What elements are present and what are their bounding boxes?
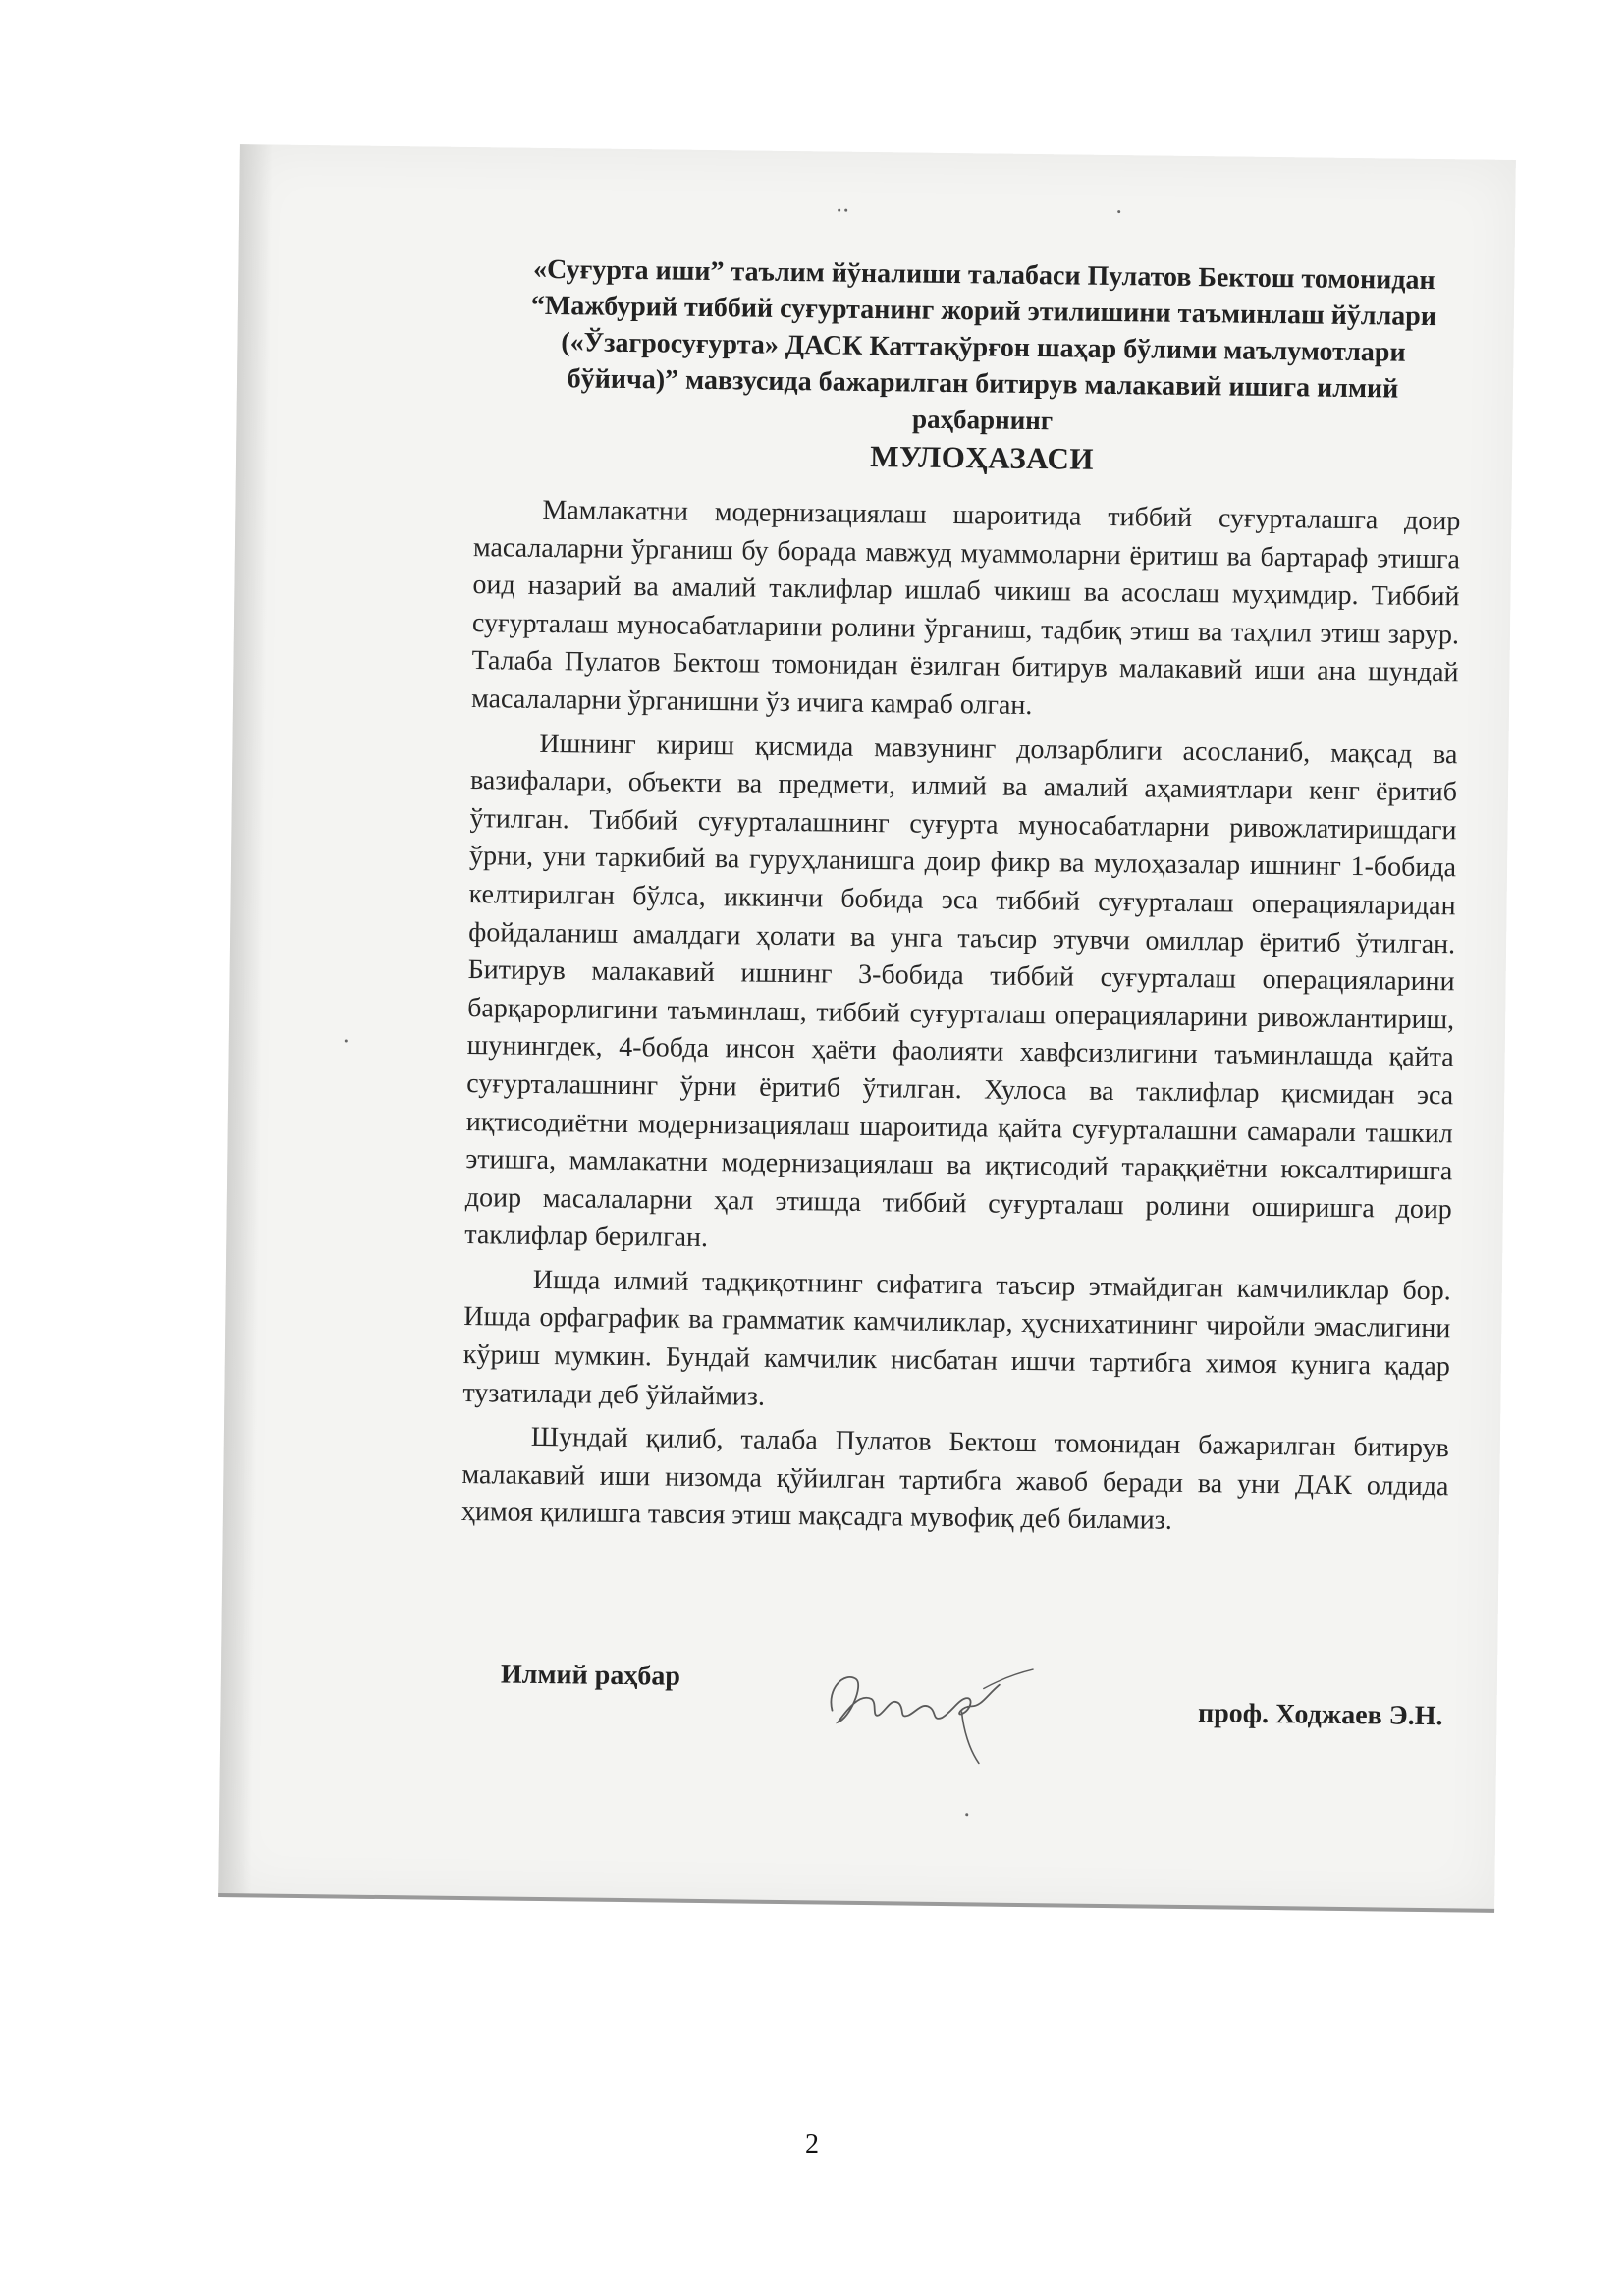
scan-speck bbox=[345, 1039, 348, 1042]
header-line: («Ўзагросуғурта» ДАСК Каттақўрғон шаҳар бўлими маълумотлари bbox=[561, 327, 1406, 368]
scan-speck bbox=[965, 1813, 968, 1816]
header-line: раҳбарнинг bbox=[911, 404, 1054, 436]
document-title: МУЛОҲАЗАСИ bbox=[869, 438, 1095, 476]
signatory-name: проф. Ходжаев Э.Н. bbox=[1197, 1698, 1443, 1732]
document-body bbox=[461, 491, 1461, 1544]
header-line: бўйича)” мавзусида бажарилган битирув малакавий ишига илмий bbox=[567, 363, 1399, 405]
body-paragraph: Ишнинг кириш қисмида мавзунинг долзарблиги асосланиб, мақсад ва вазифалари, объекти ва предмети, илмий ва амалий аҳамиятлари кенг ёритиб ўтилган. Тиббий суғурталашнинг суғурта муносабатларни ривожлатиришдаги ўрни, уни таркибий ва гуруҳланишга доир фикр ва мулоҳазалар ишнинг 1-бобида келтирилган бўлса, иккинчи бобида эса тиббий суғурталаш операцияларидан фойдаланиш амалдаги ҳолати ва унга таъсир этувчи омиллар ёритиб ўтилган. Битирув малакавий ишнинг 3-бобида тиббий суғурталаш операцияларини барқарорлигини таъминлаш, тиббий суғурталаш операцияларини ривожлантириш, шунингдек, 4-бобда инсон ҳаёти фаолияти хавфсизлигини таъминлашда қайта суғурталашнинг ўрни ёритиб ўтилган. Хулоса ва таклифлар қисмидан эса иқтисодиётни модернизациялаш шароитида қайта суғурталашни самарали ташкил этишга, мамлакатни модернизациялаш ва иқтисодий тараққиётни юксалтиришга доир масалаларни ҳал этишда тиббий суғурталаш ролини оширишга доир таклифлар берилган. bbox=[464, 728, 1458, 1254]
scanned-page bbox=[218, 144, 1516, 1913]
signature-label: Илмий раҳбар bbox=[500, 1659, 681, 1692]
scan-speck bbox=[838, 209, 840, 212]
page-number: 2 bbox=[805, 2129, 819, 2159]
scan-speck bbox=[1117, 210, 1120, 213]
body-paragraph: Ишда илмий тадқиқотнинг сифатига таъсир этмайдиган камчиликлар бор. Ишда орфаграфик ва грамматик камчиликлар, ҳуснихатининг чиройли эмаслигини кўриш мумкин. Бундай камчилик нисбатан ишчи тартибга химоя кунига қадар тузатилади деб ўйлаймиз. bbox=[462, 1264, 1451, 1412]
scan-edge-shadow bbox=[218, 144, 273, 1897]
body-paragraph: Шундай қилиб, талаба Пулатов Бектош томонидан бажарилган битирув малакавий иши низомда қўйилган тартибга жавоб беради ва уни ДАК олдида ҳимоя қилишга тавсия этиш мақсадга мувофиқ деб биламиз. bbox=[460, 1422, 1450, 1537]
scan-bottom-edge bbox=[218, 1893, 1494, 1913]
header-line: “Мажбурий тиббий суғуртанинг жорий этилишини таъминлаш йўллари bbox=[530, 290, 1437, 333]
handwritten-signature-icon bbox=[814, 1649, 1041, 1770]
scan-speck bbox=[844, 209, 847, 212]
document-header bbox=[501, 250, 1466, 481]
header-line: «Суғурта иши” таълим йўналиши талабаси Пулатов Бектош томонидан bbox=[532, 253, 1435, 297]
body-paragraph: Мамлакатни модернизациялаш шароитида тиббий суғурталашга доир масалаларни ўрганиш бу борада мавжуд муаммоларни ёритиш ва бартараф этишга оид назарий ва амалий таклифлар ишлаб чикиш ва асослаш муҳимдир. Тиббий суғурталаш муносабатларини ролини ўрганиш, тадбиқ этиш ва таҳлил этиш зарур. Талаба Пулатов Бектош томонидан ёзилган битирув малакавий иши ана шундай масалаларни ўрганишни ўз ичига камраб олган. bbox=[470, 494, 1461, 722]
signature-row bbox=[500, 1645, 1444, 1784]
